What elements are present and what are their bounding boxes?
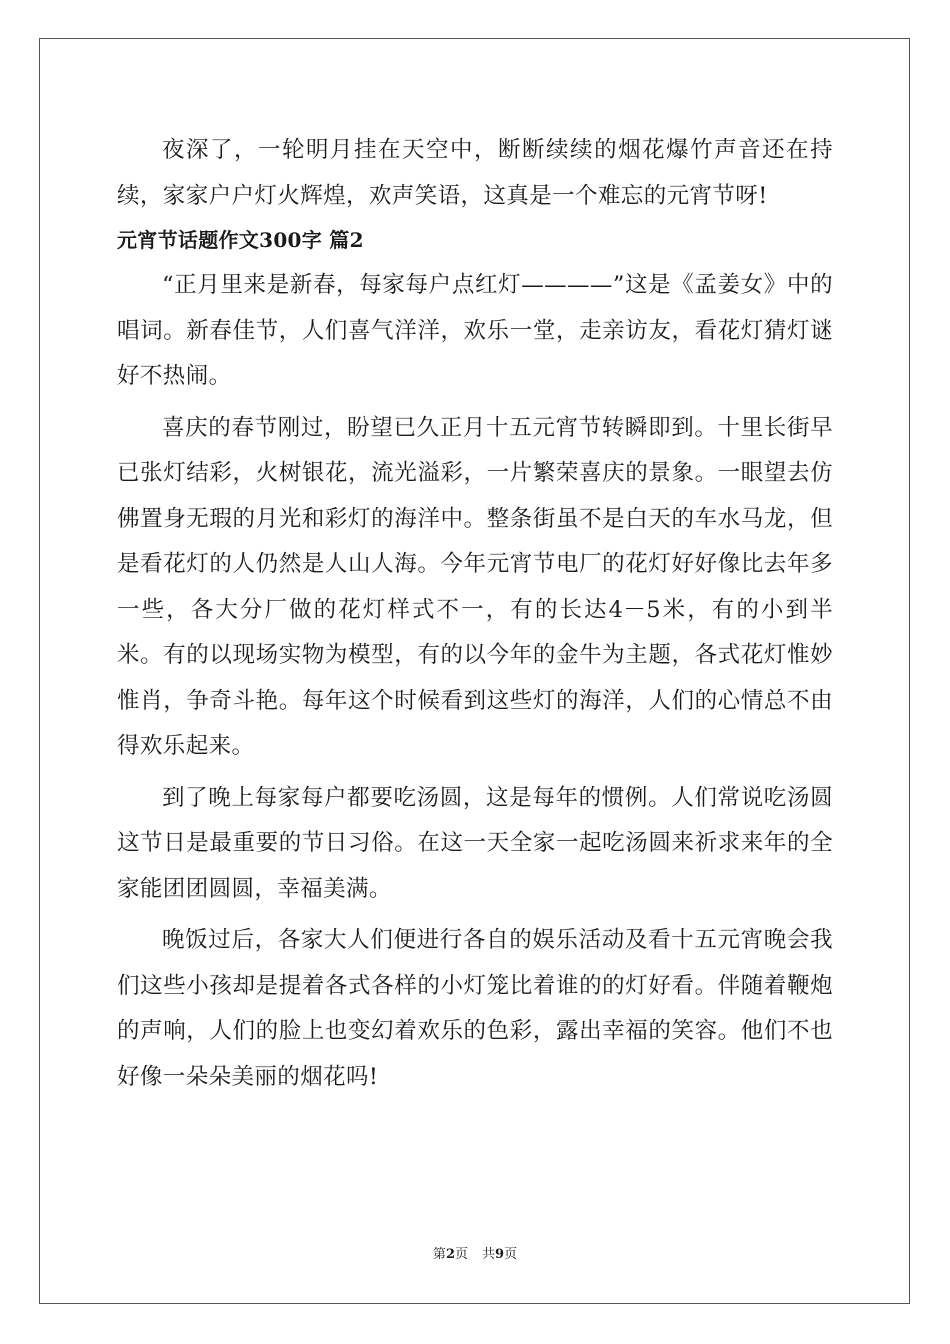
page-footer: [0, 1245, 950, 1265]
footer-page-number: 2: [445, 1247, 455, 1262]
paragraph-3: 到了晚上每家每户都要吃汤圆，这是每年的惯例。人们常说吃汤圆这节日是最重要的节日习俗。在这一天全家一起吃汤圆来祈求来年的全家能团团圆圆，幸福美满。: [117, 784, 833, 902]
paragraph-2: 喜庆的春节刚过，盼望已久正月十五元宵节转瞬即到。十里长街早已张灯结彩，火树银花，流光溢彩，一片繁荣喜庆的景象。一眼望去仿佛置身无瑕的月光和彩灯的海洋中。整条街虽不是白天的车水马龙，但是看花灯的人仍然是人山人海。今年元宵节电厂的花灯好好像比去年多一些，各大分厂做的花灯样式不一，有的长达4－5米，有的小到半米。有的以现场实物为模型，有的以今年的金牛为主题，各式花灯惟妙惟肖，争奇斗艳。每年这个时候看到这些灯的海洋，人们的心情总不由得欢乐起来。: [117, 414, 833, 759]
footer-total-pages: 9: [495, 1247, 505, 1262]
footer-total-prefix: 共: [482, 1247, 496, 1262]
footer-page-suffix: 页: [454, 1247, 468, 1262]
document-body: [117, 128, 833, 1100]
footer-total-suffix: 页: [504, 1247, 518, 1262]
paragraph-intro: 夜深了，一轮明月挂在天空中，断断续续的烟花爆竹声音还在持续，家家户户灯火辉煌，欢声笑语，这真是一个难忘的元宵节呀!: [117, 137, 833, 209]
footer-page-prefix: 第: [432, 1247, 446, 1262]
paragraph-4: 晚饭过后，各家大人们便进行各自的娱乐活动及看十五元宵晚会我们这些小孩却是提着各式各样的小灯笼比着谁的的灯好看。伴随着鞭炮的声响，人们的脸上也变幻着欢乐的色彩，露出幸福的笑容。他们不也好像一朵朵美丽的烟花吗!: [117, 927, 833, 1090]
paragraph-1: “正月里来是新春，每家每户点红灯————”这是《孟姜女》中的唱词。新春佳节，人们喜气洋洋，欢乐一堂，走亲访友，看花灯猜灯谜好不热闹。: [117, 272, 833, 389]
section-heading: 元宵节话题作文300字 篇2: [117, 228, 364, 252]
